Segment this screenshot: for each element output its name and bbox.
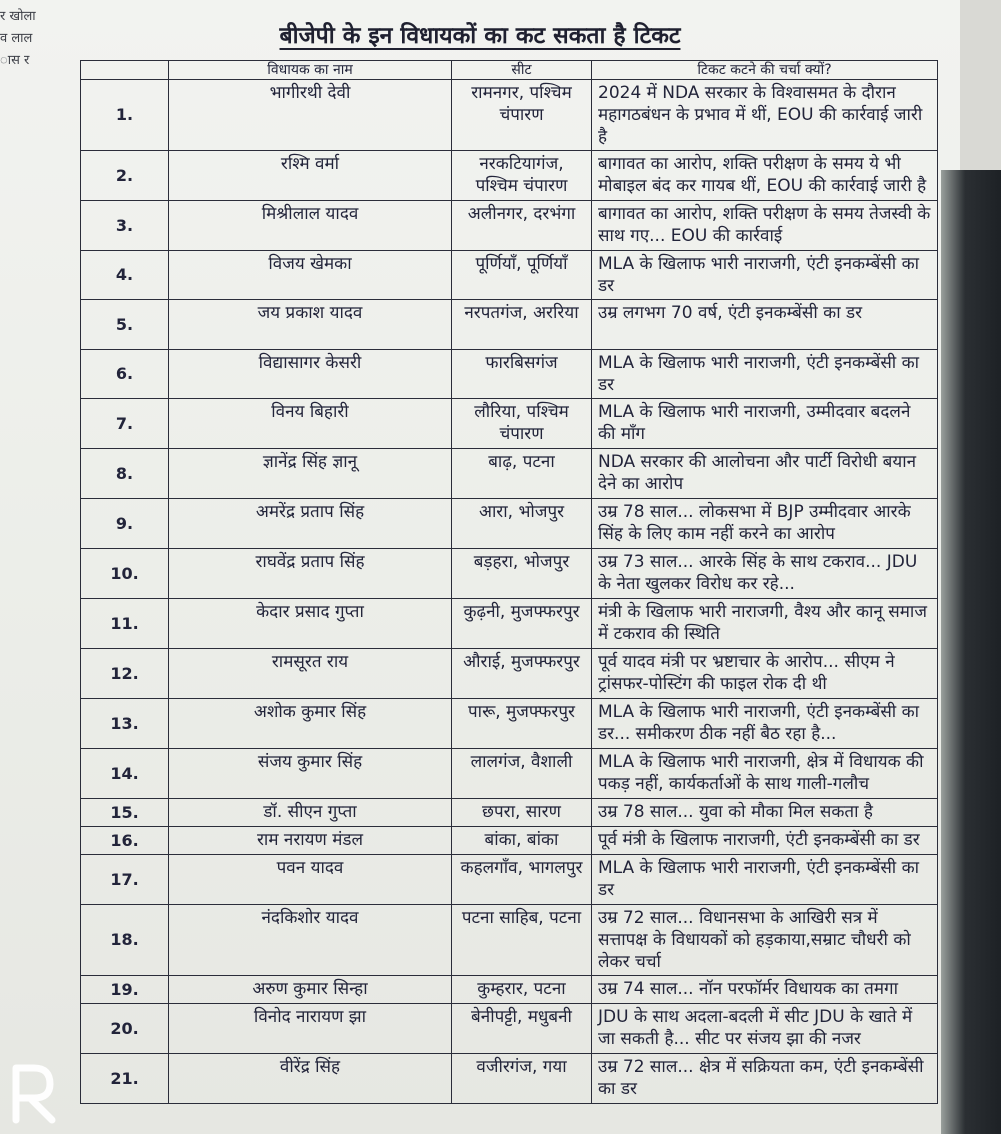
seat-name: नरकटियागंज, पश्चिम चंपारण [452, 151, 592, 201]
mla-name: भागीरथी देवी [169, 80, 452, 151]
ticket-cut-reason: पूर्व यादव मंत्री पर भ्रष्टाचार के आरोप... सीएम ने ट्रांसफर-पोस्टिंग की फाइल रोक दी थी [592, 649, 938, 699]
mla-name: ज्ञानेंद्र सिंह ज्ञानू [169, 449, 452, 499]
mla-name: पवन यादव [169, 855, 452, 905]
ticket-cut-reason: उम्र 72 साल... विधानसभा के आखिरी सत्र में सत्तापक्ष के विधायकों को हड़काया,सम्राट चौधरी को लेकर चर्चा [592, 905, 938, 976]
row-number: 3. [81, 201, 169, 251]
mla-name: अरुण कुमार सिन्हा [169, 976, 452, 1004]
ticket-cut-reason: 2024 में NDA सरकार के विश्वासमत के दौरान महागठबंधन के प्रभाव में थीं, EOU की कार्रवाई जारी है [592, 80, 938, 151]
seat-name: रामनगर, पश्चिम चंपारण [452, 80, 592, 151]
mla-name: वीरेंद्र सिंह [169, 1054, 452, 1104]
row-number: 16. [81, 827, 169, 855]
ticket-cut-reason: उम्र 78 साल... युवा को मौका मिल सकता है [592, 799, 938, 827]
ticket-cut-reason: JDU के साथ अदला-बदली में सीट JDU के खाते में जा सकती है... सीट पर संजय झा की नजर [592, 1004, 938, 1054]
ticket-cut-reason: MLA के खिलाफ भारी नाराजगी, एंटी इनकम्बेंसी का डर [592, 251, 938, 300]
row-number: 19. [81, 976, 169, 1004]
ticket-cut-reason: उम्र 78 साल... लोकसभा में BJP उम्मीदवार आरके सिंह के लिए काम नहीं करने का आरोप [592, 499, 938, 549]
ticket-cut-reason: MLA के खिलाफ भारी नाराजगी, एंटी इनकम्बेंसी का डर [592, 350, 938, 399]
mla-name: जय प्रकाश यादव [169, 300, 452, 350]
row-number: 8. [81, 449, 169, 499]
seat-name: पूर्णियाँ, पूर्णियाँ [452, 251, 592, 300]
seat-name: बड़हरा, भोजपुर [452, 549, 592, 599]
watermark-logo-icon [10, 1062, 60, 1126]
table-row [81, 599, 938, 649]
seat-name: बांका, बांका [452, 827, 592, 855]
mla-name: विनय बिहारी [169, 399, 452, 449]
seat-name: औराई, मुजफ्फरपुर [452, 649, 592, 699]
seat-name: आरा, भोजपुर [452, 499, 592, 549]
mla-name: रामसूरत राय [169, 649, 452, 699]
header-seat: सीट [452, 61, 592, 80]
seat-name: बाढ़, पटना [452, 449, 592, 499]
ticket-cut-reason: MLA के खिलाफ भारी नाराजगी, क्षेत्र में विधायक की पकड़ नहीं, कार्यकर्ताओं के साथ गाली-गलौच [592, 749, 938, 799]
table-row [81, 699, 938, 749]
table-row [81, 905, 938, 976]
ticket-cut-reason: उम्र लगभग 70 वर्ष, एंटी इनकम्बेंसी का डर [592, 300, 938, 350]
mla-name: विद्यासागर केसरी [169, 350, 452, 399]
seat-name: लौरिया, पश्चिम चंपारण [452, 399, 592, 449]
table-row [81, 499, 938, 549]
ticket-cut-reason: उम्र 73 साल... आरके सिंह के साथ टकराव... JDU के नेता खुलकर विरोध कर रहे... [592, 549, 938, 599]
mla-name: राम नरायण मंडल [169, 827, 452, 855]
table-row [81, 449, 938, 499]
row-number: 21. [81, 1054, 169, 1104]
margin-snippet: ास र [0, 53, 30, 68]
row-number: 17. [81, 855, 169, 905]
row-number: 18. [81, 905, 169, 976]
mla-name: विजय खेमका [169, 251, 452, 300]
header-name: विधायक का नाम [169, 61, 452, 80]
table-row [81, 201, 938, 251]
ticket-cut-reason: NDA सरकार की आलोचना और पार्टी विरोधी बयान देने का आरोप [592, 449, 938, 499]
margin-snippet: र खोला [0, 9, 36, 24]
table-row [81, 855, 938, 905]
mla-name: मिश्रीलाल यादव [169, 201, 452, 251]
ticket-cut-reason: उम्र 72 साल... क्षेत्र में सक्रियता कम, एंटी इनकम्बेंसी का डर [592, 1054, 938, 1104]
header-serial [81, 61, 169, 80]
table-row [81, 649, 938, 699]
table-row [81, 350, 938, 399]
seat-name: कहलगाँव, भागलपुर [452, 855, 592, 905]
mla-name: विनोद नारायण झा [169, 1004, 452, 1054]
ticket-cut-reason: MLA के खिलाफ भारी नाराजगी, उम्मीदवार बदलने की माँग [592, 399, 938, 449]
ticket-cut-reason: बागावत का आरोप, शक्ति परीक्षण के समय ये भी मोबाइल बंद कर गायब थीं, EOU की कार्रवाई जारी है [592, 151, 938, 201]
row-number: 4. [81, 251, 169, 300]
table-row [81, 549, 938, 599]
mla-name: रश्मि वर्मा [169, 151, 452, 201]
table-row [81, 251, 938, 300]
table-row [81, 827, 938, 855]
mla-name: केदार प्रसाद गुप्ता [169, 599, 452, 649]
row-number: 2. [81, 151, 169, 201]
row-number: 15. [81, 799, 169, 827]
mla-name: संजय कुमार सिंह [169, 749, 452, 799]
row-number: 20. [81, 1004, 169, 1054]
row-number: 14. [81, 749, 169, 799]
seat-name: लालगंज, वैशाली [452, 749, 592, 799]
table-header-row [81, 61, 938, 80]
table-row [81, 399, 938, 449]
background-object [941, 170, 1001, 1134]
ticket-cut-reason: बागावत का आरोप, शक्ति परीक्षण के समय तेजस्वी के साथ गए... EOU की कार्रवाई [592, 201, 938, 251]
ticket-cut-reason: मंत्री के खिलाफ भारी नाराजगी, वैश्य और कानू समाज में टकराव की स्थिति [592, 599, 938, 649]
table-body [81, 80, 938, 1104]
header-reason: टिकट कटने की चर्चा क्यों? [592, 61, 938, 80]
seat-name: पारू, मुजफ्फरपुर [452, 699, 592, 749]
margin-snippet: व लाल [0, 31, 33, 46]
table-row [81, 1004, 938, 1054]
seat-name: पटना साहिब, पटना [452, 905, 592, 976]
row-number: 5. [81, 300, 169, 350]
mla-table [80, 60, 938, 1104]
seat-name: कुढ़नी, मुजफ्फरपुर [452, 599, 592, 649]
row-number: 9. [81, 499, 169, 549]
seat-name: बेनीपट्टी, मधुबनी [452, 1004, 592, 1054]
ticket-cut-reason: MLA के खिलाफ भारी नाराजगी, एंटी इनकम्बेंसी का डर... समीकरण ठीक नहीं बैठ रहा है... [592, 699, 938, 749]
table-row [81, 80, 938, 151]
row-number: 1. [81, 80, 169, 151]
table-row [81, 976, 938, 1004]
table-row [81, 151, 938, 201]
seat-name: फारबिसगंज [452, 350, 592, 399]
ticket-cut-reason: उम्र 74 साल... नॉन परफॉर्मर विधायक का तमगा [592, 976, 938, 1004]
seat-name: वजीरगंज, गया [452, 1054, 592, 1104]
table-row [81, 1054, 938, 1104]
row-number: 11. [81, 599, 169, 649]
row-number: 6. [81, 350, 169, 399]
page-title: बीजेपी के इन विधायकों का कट सकता है टिकट [279, 23, 681, 49]
mla-name: अशोक कुमार सिंह [169, 699, 452, 749]
seat-name: नरपतगंज, अररिया [452, 300, 592, 350]
mla-name: अमरेंद्र प्रताप सिंह [169, 499, 452, 549]
ticket-cut-reason: MLA के खिलाफ भारी नाराजगी, एंटी इनकम्बेंसी का डर [592, 855, 938, 905]
margin-text [0, 6, 60, 72]
seat-name: कुम्हरार, पटना [452, 976, 592, 1004]
table-row [81, 799, 938, 827]
row-number: 13. [81, 699, 169, 749]
row-number: 10. [81, 549, 169, 599]
seat-name: अलीनगर, दरभंगा [452, 201, 592, 251]
mla-name: नंदकिशोर यादव [169, 905, 452, 976]
mla-name: राघवेंद्र प्रताप सिंह [169, 549, 452, 599]
seat-name: छपरा, सारण [452, 799, 592, 827]
table-row [81, 300, 938, 350]
ticket-cut-reason: पूर्व मंत्री के खिलाफ नाराजगी, एंटी इनकम्बेंसी का डर [592, 827, 938, 855]
row-number: 7. [81, 399, 169, 449]
table-row [81, 749, 938, 799]
row-number: 12. [81, 649, 169, 699]
mla-name: डॉ. सीएन गुप्ता [169, 799, 452, 827]
